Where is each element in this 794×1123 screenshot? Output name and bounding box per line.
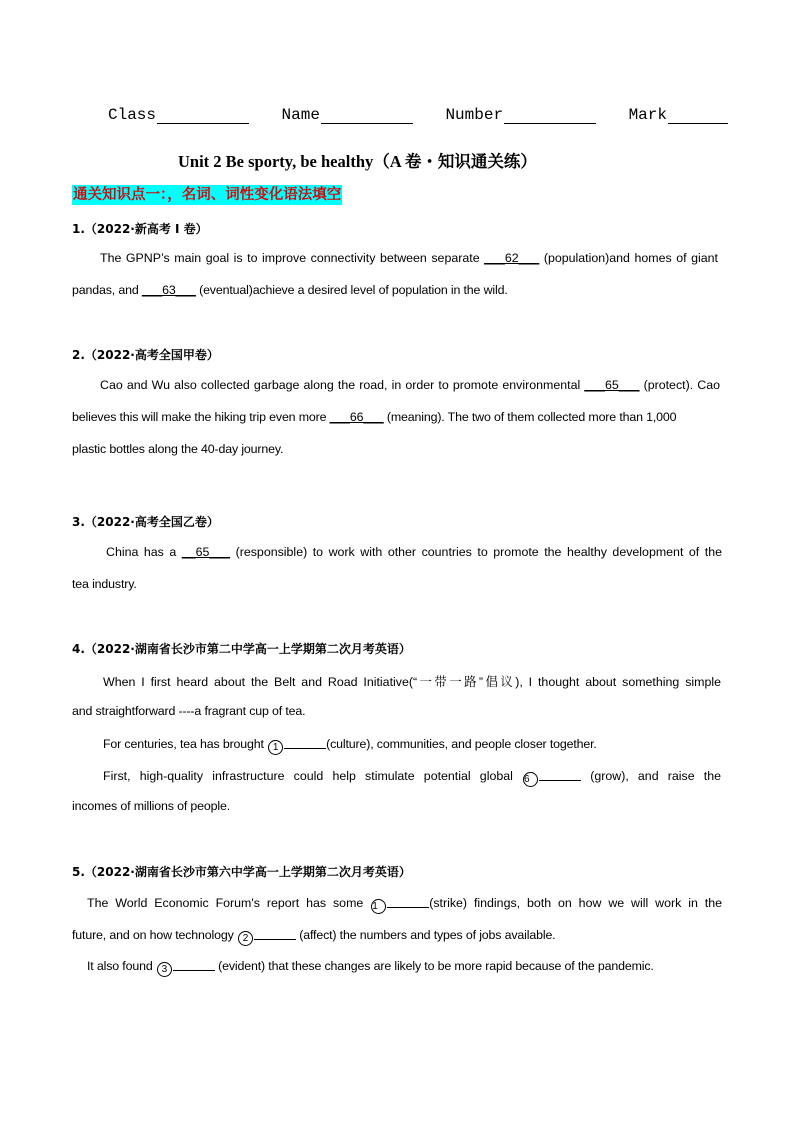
line-text: pandas, and <box>72 283 142 297</box>
name-field[interactable] <box>282 106 413 124</box>
question-line <box>72 283 508 297</box>
line-text: (evident) that these changes are likely to be more rapid because of the pandemic. <box>214 959 654 973</box>
line-text: It also found <box>87 959 156 973</box>
line-text: (responsible) to work with other countries to promote the healthy development of the <box>230 545 722 559</box>
student-info-line <box>108 106 728 124</box>
question-line <box>72 577 137 591</box>
blank-number: 3 <box>157 962 172 977</box>
question-title: 2.（2022·高考全国甲卷） <box>72 348 219 362</box>
answer-blank[interactable] <box>173 958 215 971</box>
answer-blank[interactable] <box>284 736 326 749</box>
question-line <box>100 378 720 392</box>
section-heading: 通关知识点一：，名词、词性变化语法填空 <box>73 187 342 203</box>
question-line <box>72 799 230 813</box>
line-text: future, and on how technology <box>72 928 237 942</box>
answer-blank[interactable]: ___62___ <box>484 251 540 265</box>
answer-blank[interactable]: ___63___ <box>141 283 196 297</box>
line-text: tea industry. <box>72 577 137 591</box>
line-text: For centuries, tea has brought <box>103 737 268 751</box>
line-text: Cao and Wu also collected garbage along the road, in order to promote environmental <box>100 378 585 392</box>
line-text: (protect). Cao <box>639 378 720 392</box>
line-text: (culture), communities, and people closer together. <box>326 737 597 751</box>
answer-blank[interactable] <box>539 768 581 781</box>
class-blank[interactable] <box>157 109 249 124</box>
blank-number: 1 <box>268 740 283 755</box>
line-text: (eventual)achieve a desired level of population in the wild. <box>195 283 508 297</box>
question-title: 3.（2022·高考全国乙卷） <box>72 515 219 529</box>
line-text: (affect) the numbers and types of jobs available. <box>295 928 556 942</box>
blank-number: 2 <box>238 931 253 946</box>
line-text: First, high-quality infrastructure could help stimulate potential global <box>103 769 523 783</box>
line-text: plastic bottles along the 40-day journey. <box>72 442 284 456</box>
question-line <box>72 410 676 424</box>
line-text: (meaning). The two of them collected more than 1,000 <box>383 410 677 424</box>
name-label: Name <box>281 106 320 124</box>
question-line <box>100 251 718 265</box>
mark-blank[interactable] <box>668 109 728 124</box>
blank-number: 6 <box>523 772 538 787</box>
line-text: (strike) findings, both on how we will work in the <box>429 896 722 910</box>
answer-blank[interactable] <box>387 895 429 908</box>
question-title: 4.（2022·湖南省长沙市第二中学高一上学期第二次月考英语） <box>72 642 411 656</box>
line-text: believes this will make the hiking trip even more <box>72 410 330 424</box>
line-text: (grow), and raise the <box>581 769 721 783</box>
question-line <box>72 927 555 946</box>
mark-field[interactable] <box>629 106 728 124</box>
line-text: (population)and homes of giant <box>539 251 718 265</box>
mark-label: Mark <box>628 106 667 124</box>
question-line <box>87 895 722 914</box>
question-line <box>103 672 721 690</box>
question-line <box>106 545 722 559</box>
unit-title: Unit 2 Be sporty, be healthy（A 卷・知识通关练） <box>178 152 537 171</box>
question-line <box>103 736 597 755</box>
question-line <box>103 768 721 787</box>
answer-blank[interactable]: ___65___ <box>584 378 640 392</box>
question-line <box>72 442 283 456</box>
line-text: and straightforward ----a fragrant cup of tea. <box>72 704 306 718</box>
question-line <box>87 958 654 977</box>
class-label: Class <box>108 106 157 124</box>
answer-blank[interactable] <box>254 927 296 940</box>
line-text: The World Economic Forum's report has some <box>87 896 371 910</box>
answer-blank[interactable]: ___66___ <box>329 410 384 424</box>
number-field[interactable] <box>445 106 596 124</box>
class-field[interactable] <box>108 106 249 124</box>
line-text: China has a <box>106 545 182 559</box>
name-blank[interactable] <box>321 109 413 124</box>
line-text: The GPNP’s main goal is to improve connectivity between separate <box>100 251 485 265</box>
line-text: incomes of millions of people. <box>72 799 231 813</box>
answer-blank[interactable]: __65___ <box>181 545 231 559</box>
question-title: 1.（2022·新高考 I 卷） <box>72 222 208 236</box>
line-text: When I first heard about the Belt and Road Initiative(“一带一路”倡议), I thought about something simple <box>103 675 721 689</box>
question-line <box>72 704 305 718</box>
question-title: 5.（2022·湖南省长沙市第六中学高一上学期第二次月考英语） <box>72 865 411 879</box>
number-blank[interactable] <box>504 109 596 124</box>
number-label: Number <box>445 106 504 124</box>
blank-number: 1 <box>371 899 386 914</box>
